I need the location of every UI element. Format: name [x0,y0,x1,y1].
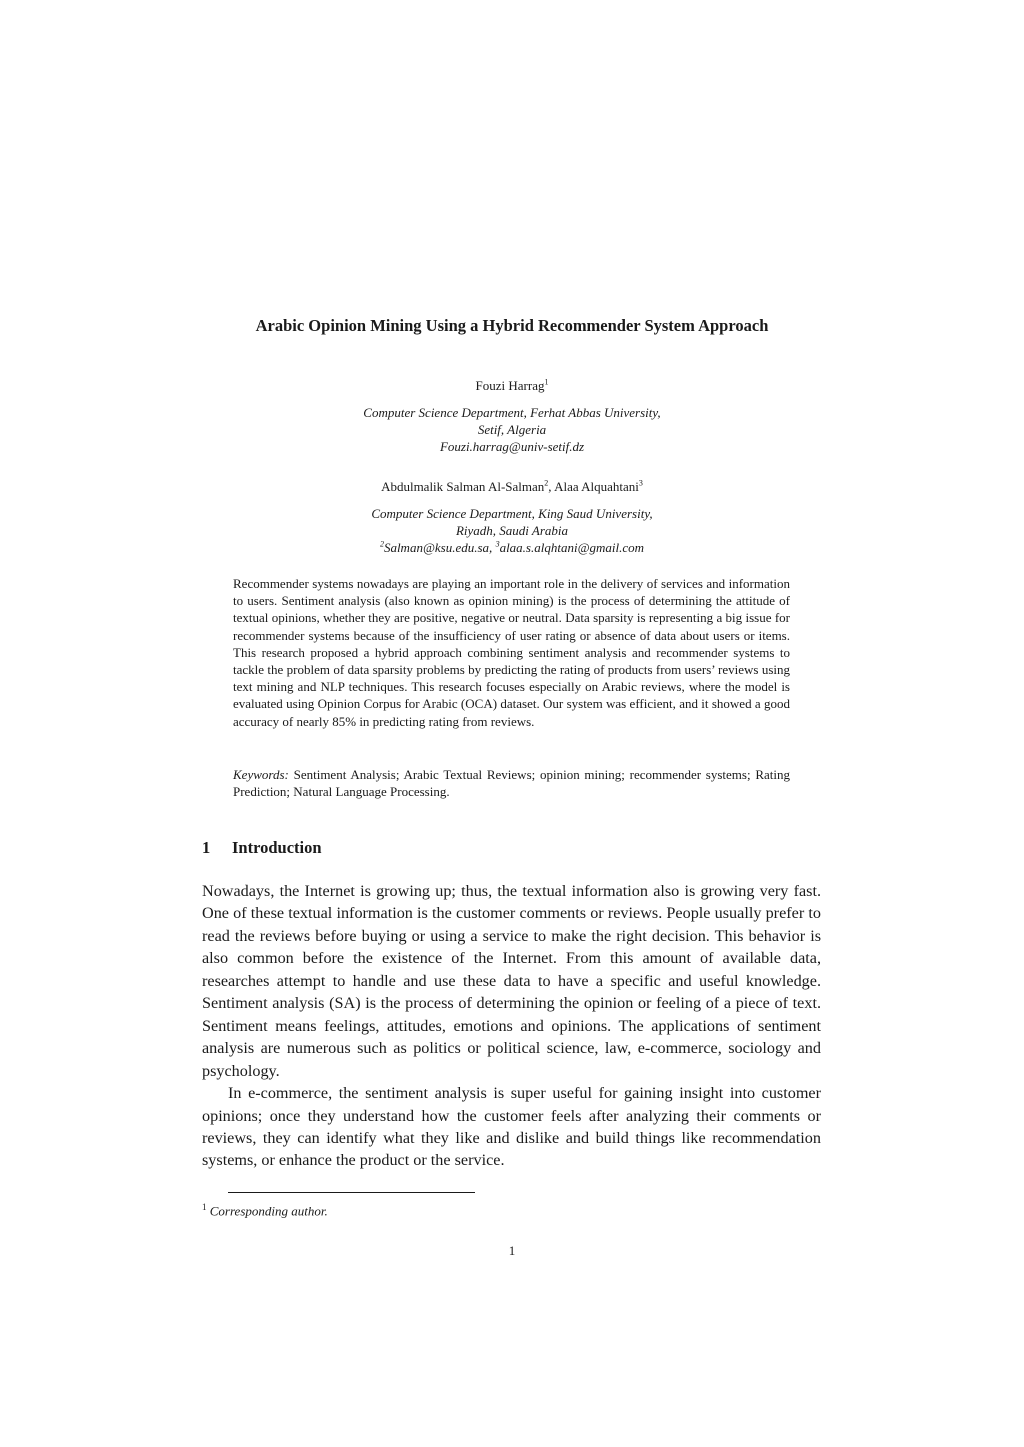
section-body [202,880,821,1172]
section-title: Introduction [232,838,322,857]
paragraph: In e-commerce, the sentiment analysis is super useful for gaining insight into customer opinions; once they understand how the customer feels after analyzing their comments or reviews, they can identify what they like and dislike and build things like recommendation systems, or enhance the product or the service. [202,1084,821,1170]
footnote-mark: 1 [202,1202,207,1212]
page-number: 1 [508,1243,516,1258]
author-affiliation-mark: 1 [544,377,549,387]
author-block-1 [0,377,1024,455]
email-mark: 3 [495,539,500,549]
author-email: alaa.s.alqhtani@gmail.com [499,540,645,555]
author-name [0,377,1024,394]
author-affiliation-mark: 2 [544,478,549,488]
paragraph: Nowadays, the Internet is growing up; thus, the textual information also is growing very fast. One of these textual information is the customer comments or reviews. People usually prefer to read the reviews before buying or using a service to make the right decision. This behavior is also common before the existence of the Internet. From this amount of available data, researches attempt to handle and use these data to have a specific and useful knowledge. Sentiment analysis (SA) is the process of determining the opinion or feeling of a piece of text. Sentiment means feelings, attitudes, emotions and opinions. The applications of sentiment analysis are numerous such as politics or political science, law, e-commerce, sociology and psychology. [202,882,821,1080]
author-name-text: Abdulmalik Salman Al-Salman [381,479,545,494]
author-email: Salman@ksu.edu.sa, [383,540,496,555]
author-emails [0,539,1024,556]
footnote-rule [228,1192,475,1193]
paper-title: Arabic Opinion Mining Using a Hybrid Recommender System Approach [255,316,769,335]
author-affiliation-line: Computer Science Department, Ferhat Abbas University, [363,405,661,420]
keywords-label: Keywords: [233,767,289,782]
author-name-text: Alaa Alquahtani [554,479,639,494]
author-email: Fouzi.harrag@univ-setif.dz [439,439,585,454]
section-heading [202,838,322,858]
footnote [202,1202,328,1219]
email-mark: 2 [379,539,384,549]
footnote-text: Corresponding author. [209,1203,328,1219]
section-number: 1 [202,838,211,857]
author-name-text: Fouzi Harrag [475,378,545,393]
keywords [233,766,790,800]
author-affiliation-mark: 3 [638,478,643,488]
keywords-text: Sentiment Analysis; Arabic Textual Reviews; opinion mining; recommender systems; Rating Prediction; Natural Language Processing. [233,767,790,800]
author-separator: , [548,479,555,494]
author-block-2 [0,478,1024,556]
author-names [0,478,1024,495]
author-affiliation-location: Setif, Algeria [477,422,547,437]
author-affiliation-line: Computer Science Department, King Saud University, [371,506,653,521]
author-affiliation-location: Riyadh, Saudi Arabia [455,523,569,538]
abstract: Recommender systems nowadays are playing an important role in the delivery of services and information to users. Sentiment analysis (also known as opinion mining) is the process of determining the attitude of textual opinions, whether they are positive, negative or neutral. Data sparsity is representing a big issue for recommender systems because of the insufficiency of user rating or absence of data about users or items. This research proposed a hybrid approach combining sentiment analysis and recommender systems to tackle the problem of data sparsity problems by predicting the rating of products from users’ reviews using text mining and NLP techniques. This research focuses especially on Arabic reviews, where the model is evaluated using Opinion Corpus for Arabic (OCA) dataset. Our system was efficient, and it showed a good accuracy of nearly 85% in predicting rating from reviews. [233,576,790,729]
